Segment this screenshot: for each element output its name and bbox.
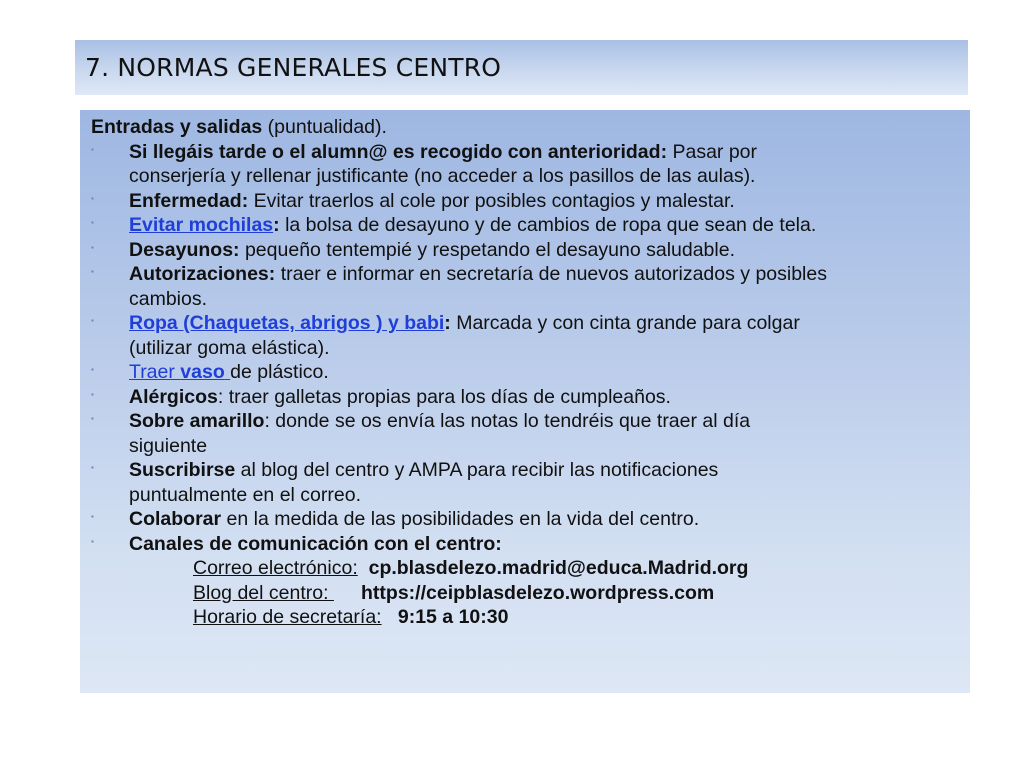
- channel-gap: [334, 582, 361, 604]
- item-bold: Colaborar: [129, 508, 222, 530]
- channel-value-hours: 9:15 a 10:30: [397, 606, 509, 628]
- channel-gap: [358, 557, 369, 579]
- bullet-icon: ▪: [91, 193, 94, 203]
- channel-email: [91, 556, 962, 581]
- item-bold: Enfermedad:: [129, 189, 249, 212]
- item-bold: Sobre amarillo: [129, 410, 265, 432]
- item-text: : traer galletas propias para los días de cumpleaños.: [217, 385, 671, 408]
- item-text: en la medida de las posibilidades en la vida del centro.: [221, 508, 700, 530]
- channel-label: Horario de secretaría:: [193, 606, 382, 628]
- list-item-collaborate: [91, 507, 962, 532]
- list-item-clothes: [91, 311, 962, 336]
- list-item-illness: [91, 189, 962, 214]
- channel-value-blog: https://ceipblasdelezo.wordpress.com: [361, 581, 715, 604]
- list-item-breakfast: [91, 238, 962, 263]
- item-bold: Si llegáis tarde o el alumn@ es recogido con anterioridad:: [129, 140, 668, 163]
- item-continuation: (utilizar goma elástica).: [129, 336, 330, 359]
- item-text: : donde se os envía las notas lo tendréis que traer al día: [264, 410, 751, 432]
- list-item-yellow-envelope: [91, 409, 962, 434]
- item-bold: Suscribirse: [129, 459, 236, 481]
- intro-bold: Entradas y salidas: [91, 116, 263, 138]
- bullet-icon: ▪: [91, 144, 94, 154]
- channel-label: Correo electrónico:: [193, 557, 358, 579]
- bullet-icon: ▪: [91, 389, 94, 399]
- bullet-icon: ▪: [91, 218, 94, 227]
- channel-blog: [91, 581, 962, 606]
- content-box: [80, 110, 970, 693]
- item-bold: Autorizaciones:: [129, 263, 276, 285]
- channel-value-email: cp.blasdelezo.madrid@educa.Madrid.org: [368, 557, 749, 579]
- list-item-subscribe: [91, 458, 962, 483]
- item-text: Evitar traerlos al cole por posibles contagios y malestar.: [248, 189, 735, 212]
- bullet-icon: ▪: [91, 463, 94, 472]
- item-bold: Canales de comunicación con el centro:: [129, 532, 502, 555]
- bullet-icon: ▪: [91, 316, 94, 325]
- list-item-cup: [91, 360, 962, 385]
- page-title: 7. NORMAS GENERALES CENTRO: [85, 53, 502, 82]
- item-text: Pasar por: [667, 140, 758, 163]
- link-part: Traer: [129, 361, 181, 383]
- item-text: al blog del centro y AMPA para recibir las notificaciones: [235, 459, 719, 481]
- bullet-icon: ▪: [91, 536, 94, 546]
- item-bold: Desayunos:: [129, 238, 240, 261]
- bullet-icon: ▪: [91, 512, 94, 521]
- item-bold: Alérgicos: [129, 385, 218, 408]
- traer-vaso-link[interactable]: [129, 361, 230, 383]
- ropa-link[interactable]: Ropa (Chaquetas, abrigos ) y babi: [129, 312, 445, 334]
- item-continuation: cambios.: [129, 287, 208, 310]
- item-colon: :: [273, 214, 280, 236]
- item-text: traer e informar en secretaría de nuevos autorizados y posibles: [275, 263, 827, 285]
- item-text: Marcada y con cinta grande para colgar: [450, 312, 800, 334]
- bullet-icon: ▪: [91, 267, 94, 276]
- link-part-bold: vaso: [180, 361, 225, 383]
- list-item-backpacks: [91, 213, 962, 238]
- list-item-authorizations: [91, 262, 962, 287]
- title-bar: [75, 40, 968, 95]
- item-colon: :: [444, 312, 451, 334]
- item-continuation: siguiente: [129, 434, 208, 457]
- item-continuation: puntualmente en el correo.: [129, 483, 361, 506]
- bullet-icon: ▪: [91, 365, 94, 374]
- intro-line: [91, 115, 962, 140]
- intro-rest: (puntualidad).: [262, 116, 387, 138]
- list-item-late-arrival: [91, 140, 962, 165]
- channel-hours: [91, 605, 962, 630]
- item-text: pequeño tentempié y respetando el desayuno saludable.: [239, 238, 735, 261]
- channel-label: Blog del centro:: [193, 581, 334, 604]
- evitar-mochilas-link[interactable]: Evitar mochilas: [129, 214, 274, 236]
- item-text: de plástico.: [230, 361, 329, 383]
- bullet-icon: ▪: [91, 414, 94, 423]
- bullet-icon: ▪: [91, 242, 94, 252]
- list-item-channels: [91, 532, 962, 557]
- channel-gap: [382, 606, 398, 628]
- item-text: la bolsa de desayuno y de cambios de ropa que sean de tela.: [279, 214, 817, 236]
- list-item-allergies: [91, 385, 962, 410]
- item-continuation: conserjería y rellenar justificante (no acceder a los pasillos de las aulas).: [129, 165, 756, 187]
